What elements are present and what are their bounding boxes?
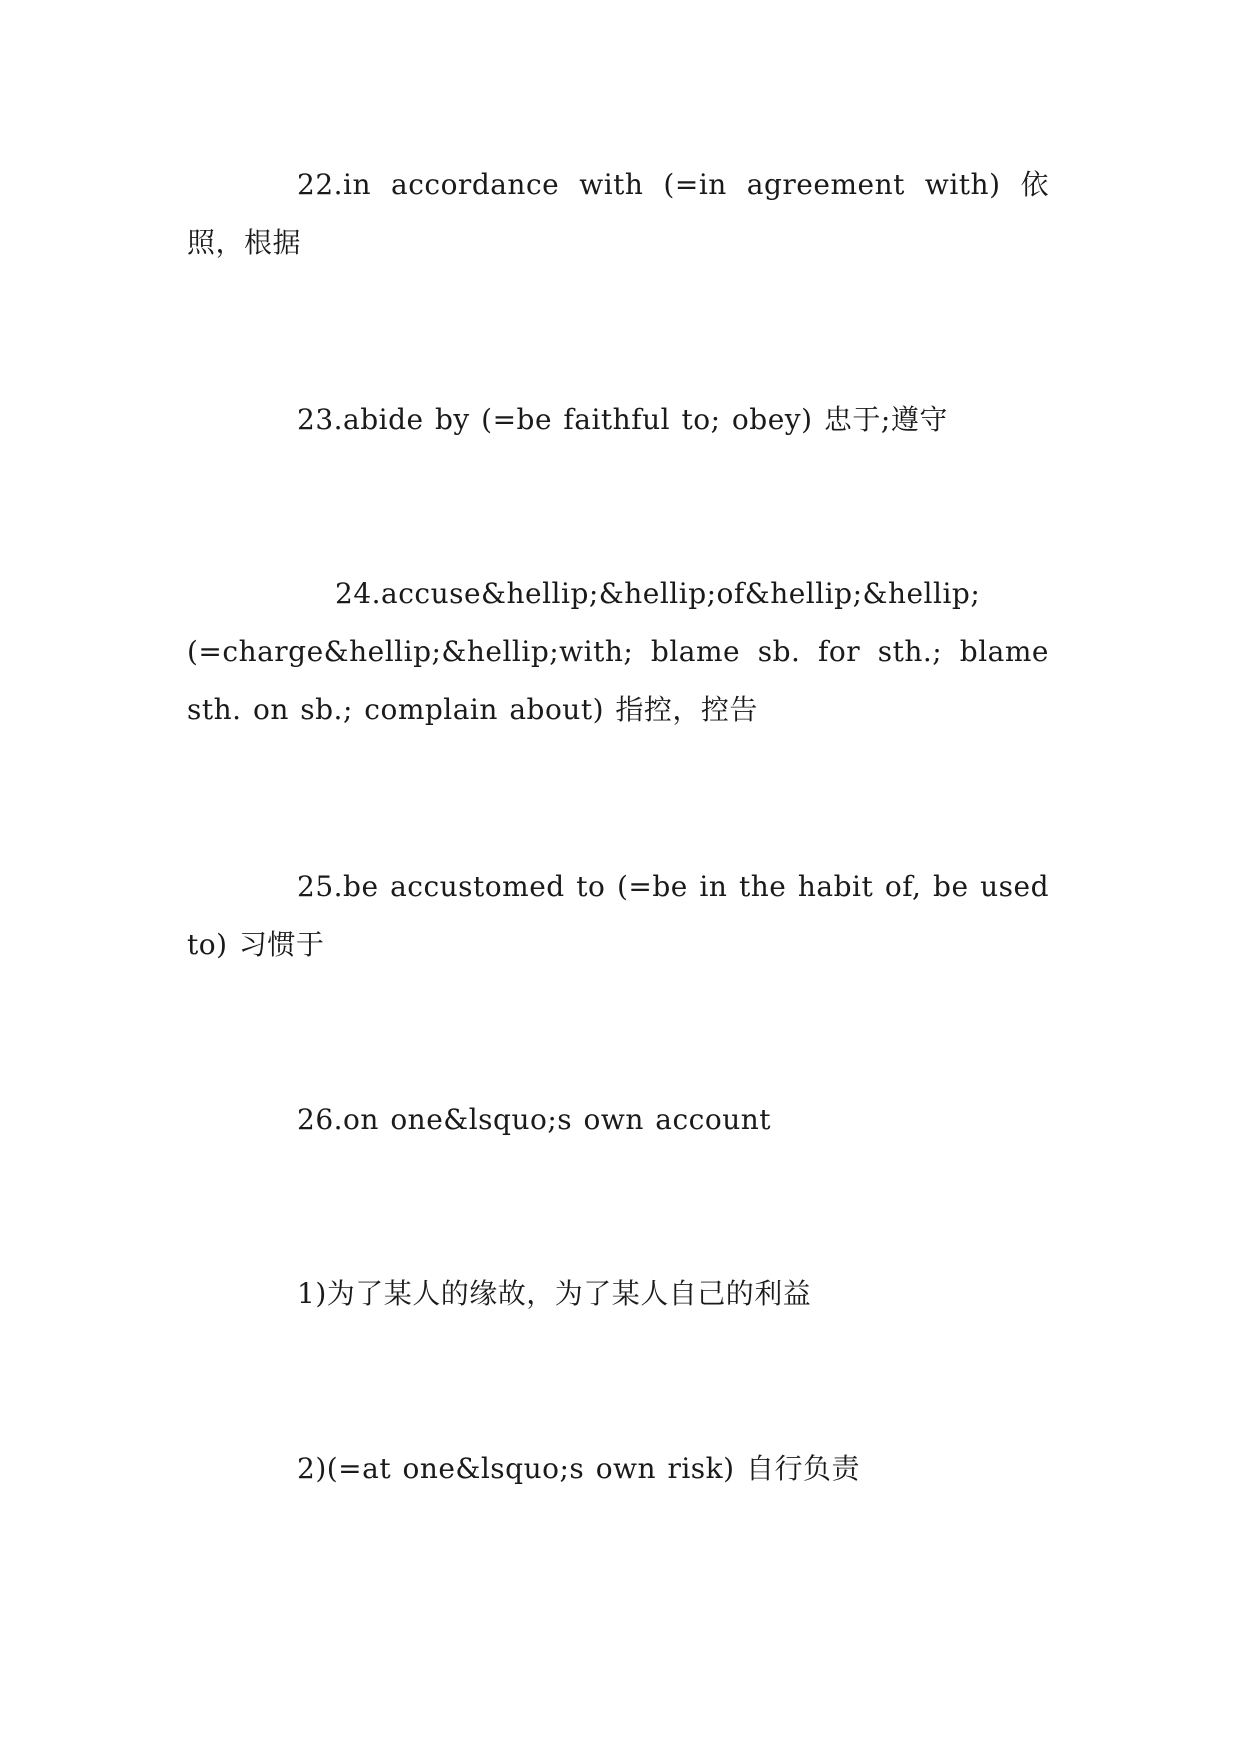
phrase-entry-26: 26.on one&lsquo;s own account <box>297 1103 772 1136</box>
phrase-entry-22: 22.in accordance with (=in agreement with) 依照，根据 <box>187 168 1049 259</box>
phrase-entry-24: 24.accuse&hellip;&hellip;of&hellip;&hellip;(=charge&hellip;&hellip;with; blame sb. for sth.; blame sth. on sb.; complain about) 指控，控告 <box>187 577 1049 726</box>
phrase-entry-23: 23.abide by (=be faithful to; obey) 忠于;遵守 <box>297 403 948 436</box>
phrase-entry-26-sense-1: 1)为了某人的缘故，为了某人自己的利益 <box>297 1277 812 1310</box>
phrase-entry-25: 25.be accustomed to (=be in the habit of, be used to) 习惯于 <box>187 870 1049 961</box>
phrase-entry-26-sense-2: 2)(=at one&lsquo;s own risk) 自行负责 <box>297 1452 860 1485</box>
